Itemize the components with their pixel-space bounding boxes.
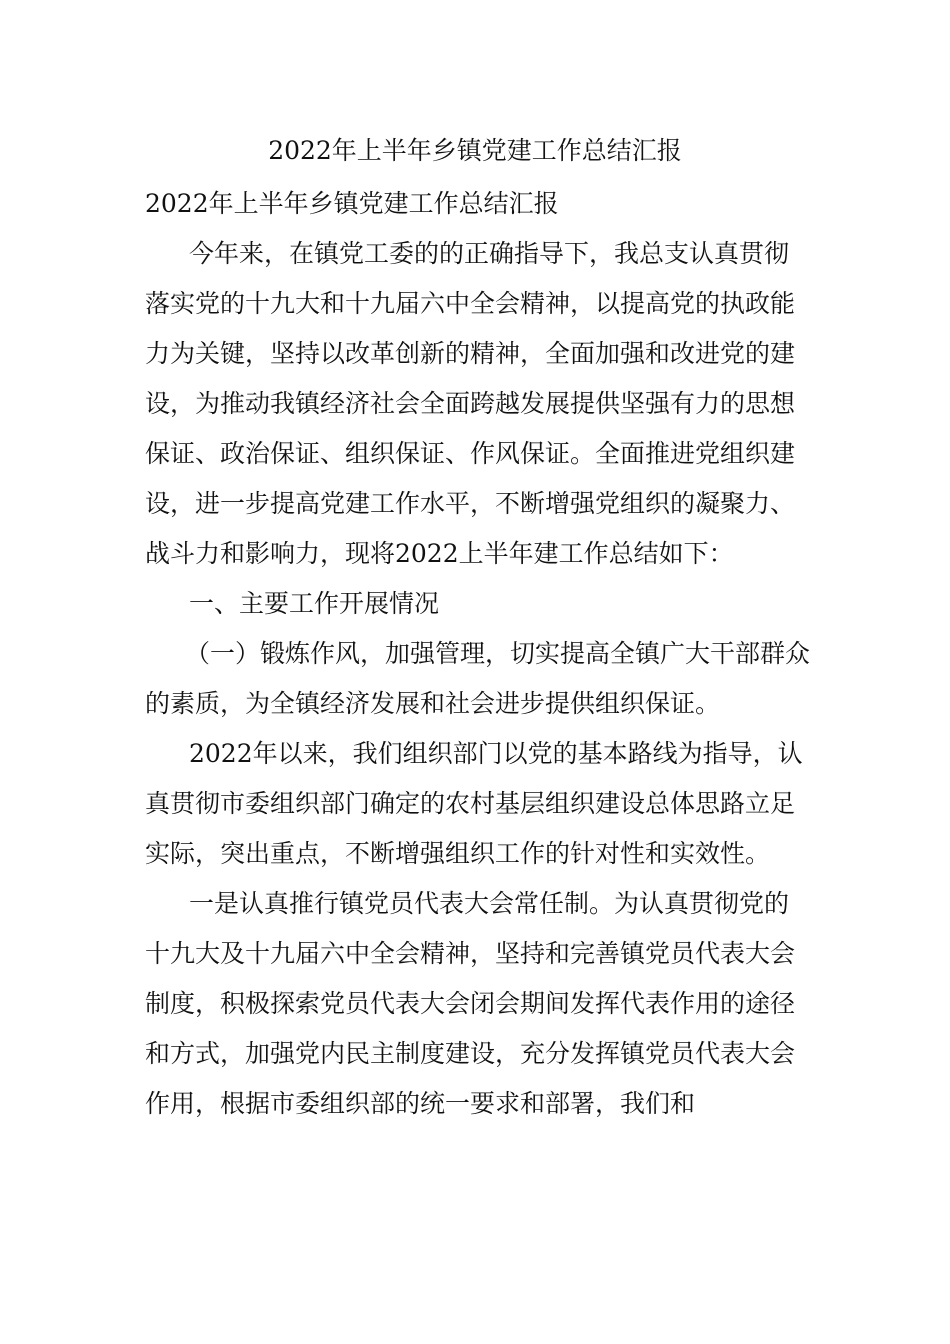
subsection-heading-1: （一）锻炼作风，加强管理，切实提高全镇广大干部群众的素质，为全镇经济发展和社会进步提供组织保证。 [145,639,811,718]
paragraph-congress-system: 一是认真推行镇党员代表大会常任制。为认真贯彻党的十九大及十九届六中全会精神，坚持和完善镇党员代表大会制度，积极探索党员代表大会闭会期间发挥代表作用的途径和方式，加强党内民主制度建设，充分发挥镇党员代表大会作用，根据市委组织部的统一要求和部署，我们和 [145,889,796,1118]
page-title: 2022年上半年乡镇党建工作总结汇报 [268,136,682,165]
document-body [145,179,810,1129]
section-heading-main-work: 一、主要工作开展情况 [189,589,440,618]
document-subtitle: 2022年上半年乡镇党建工作总结汇报 [145,189,559,218]
paragraph-intro: 今年来，在镇党工委的的正确指导下，我总支认真贯彻落实党的十九大和十九届六中全会精神，以提高党的执政能力为关键，坚持以改革创新的精神，全面加强和改进党的建设，为推动我镇经济社会全面跨越发展提供坚强有力的思想保证、政治保证、组织保证、作风保证。全面推进党组织建设，进一步提高党建工作水平，不断增强党组织的凝聚力、战斗力和影响力，现将2022上半年建工作总结如下： [145,239,796,568]
paragraph-2022-work: 2022年以来，我们组织部门以党的基本路线为指导，认真贯彻市委组织部门确定的农村基层组织建设总体思路立足实际，突出重点，不断增强组织工作的针对性和实效性。 [145,739,803,868]
